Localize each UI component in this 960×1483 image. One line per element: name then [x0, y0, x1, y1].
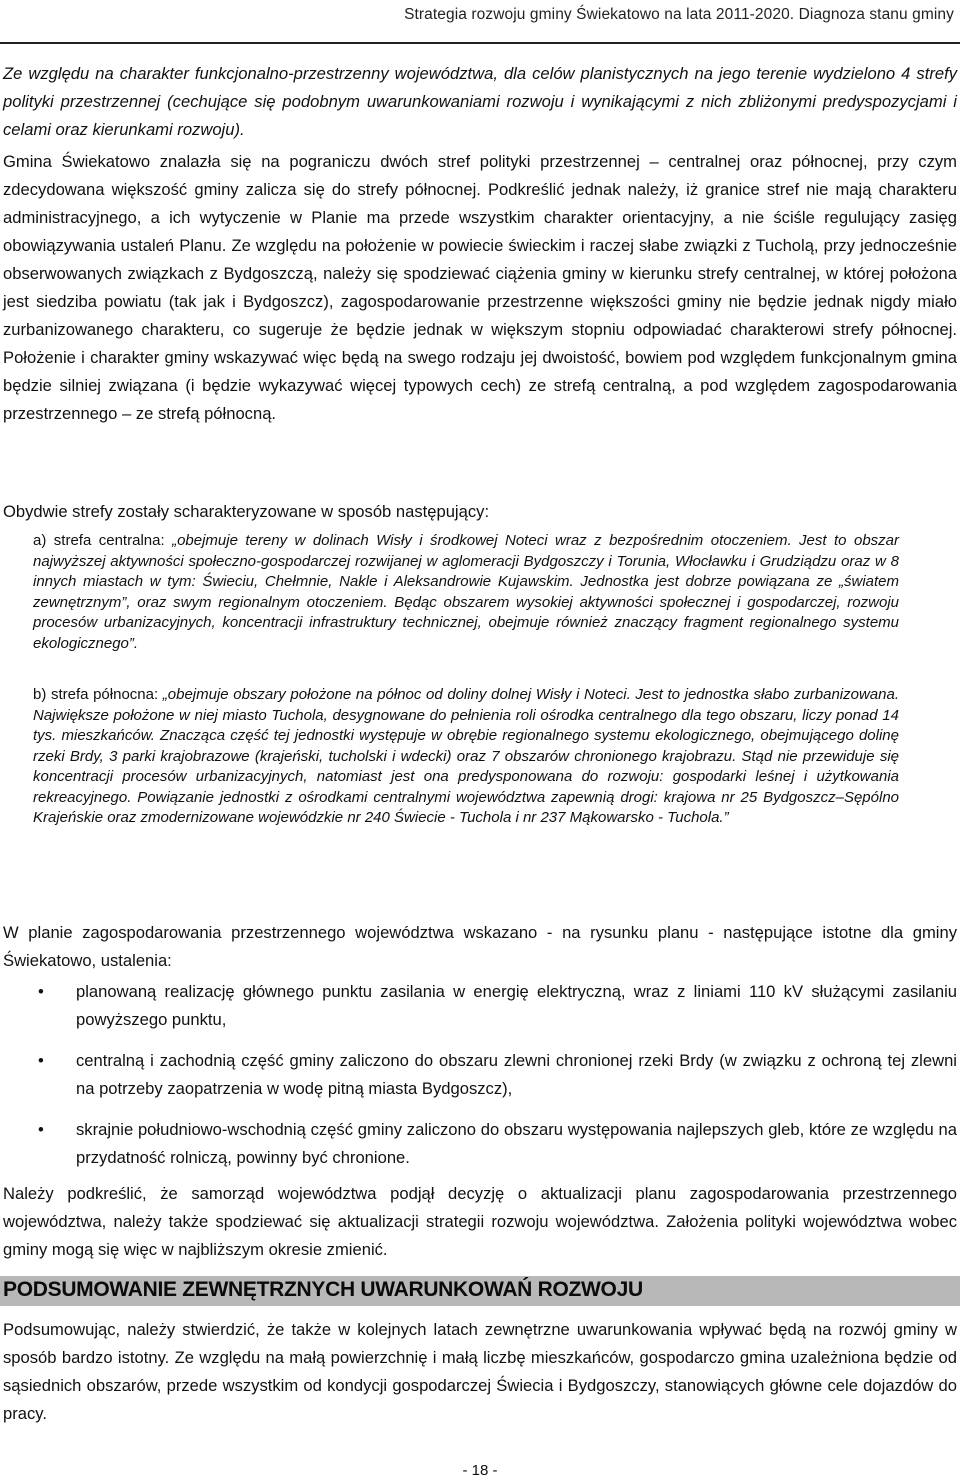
plan-findings-list: [0, 978, 957, 1185]
section-heading-bar: [0, 1276, 960, 1306]
list-item-text: skrajnie południowo-wschodnią część gminy zaliczono do obszaru występowania najlepszych gleb, które ze względu na przydatność rolniczą, powinny być chronione.: [76, 1120, 957, 1167]
quote-central-label: a) strefa centralna:: [33, 532, 173, 549]
quote-northern-text: „obejmuje obszary położone na północ od doliny dolnej Wisły i Noteci. Jest to jednostka słabo zurbanizowana. Największe położone w niej miasto Tuchola, desygnowane do pełnienia roli ośrodka centralnego dla tego obszaru, liczy ponad 14 tys. mieszkańców. Znacząca część tej jednostki występuje w obrębie regionalnego systemu ekologicznego, obejmującego dolinę rzeki Brdy, 3 parki krajobrazowe (krajeński, tucholski i wdecki) oraz 7 obszarów chronionego krajobrazu. Stąd nie przewiduje się koncentracji procesów urbanizacyjnych, natomiast jest ona predysponowana do rozwoju: gospodarki leśnej i użytkowania rekreacyjnego. Powiązanie jednostki z ośrodkami centralnymi województwa zapewnią drogi: krajowa nr 25 Bydgoszcz–Sępólno Krajeńskie oraz zmodernizowane wojewódzkie nr 240 Świecie - Tuchola i nr 237 Mąkowarsko - Tuchola.”: [33, 686, 899, 826]
list-item-text: centralną i zachodnią część gminy zaliczono do obszaru zlewni chronionej rzeki Brdy (w związku z ochroną tej zlewni na potrzeby zaopatrzenia w wodę pitną miasta Bydgoszcz),: [76, 1051, 957, 1098]
plan-intro-paragraph: W planie zagospodarowania przestrzennego województwa wskazano - na rysunku planu - następujące istotne dla gminy Świekatowo, ustalenia:: [3, 923, 957, 970]
list-item: [0, 1116, 957, 1172]
main-paragraph: Gmina Świekatowo znalazła się na pograniczu dwóch stref polityki przestrzennej – centralnej oraz północnej, przy czym zdecydowana większość gminy zalicza się do strefy północnej. Podkreślić jednak należy, iż granice stref nie mają charakteru administracyjnego, a ich wytyczenie w Planie ma przede wszystkim charakter orientacyjny, a nie ściśle regulujący zasięg obowiązywania ustaleń Planu. Ze względu na położenie w powiecie świeckim i raczej słabe związki z Tucholą, przy jednocześnie obserwowanych związkach z Bydgoszczą, należy się spodziewać ciążenia gminy w kierunku strefy centralnej, w której położona jest siedziba powiatu (tak jak i Bydgoszcz), zagospodarowanie przestrzenne większości gminy nie będzie jednak nigdy miało zurbanizowanego charakteru, co sugeruje że będzie jednak w większym stopniu odpowiadać charakterowi strefy północnej. Położenie i charakter gminy wskazywać więc będą na swego rodzaju jej dwoistość, bowiem pod względem funkcjonalnym gmina będzie silniej związana (i będzie wykazywać więcej typowych cech) ze strefą centralną, a pod względem zagospodarowania przestrzennego – ze strefą północną.: [3, 152, 957, 423]
update-note-paragraph: Należy podkreślić, że samorząd województwa podjął decyzję o aktualizacji planu zagospodarowania przestrzennego województwa, należy także spodziewać się aktualizacji strategii rozwoju województwa. Założenia polityki województwa wobec gminy mogą się więc w najbliższym okresie zmienić.: [3, 1184, 957, 1259]
quote-northern-zone: [33, 685, 899, 829]
bullet-icon: •: [38, 1120, 44, 1139]
running-header: Strategia rozwoju gminy Świekatowo na lata 2011-2020. Diagnoza stanu gminy: [404, 6, 954, 23]
bullet-icon: •: [38, 982, 44, 1001]
intro-paragraph: Ze względu na charakter funkcjonalno-przestrzenny województwa, dla celów planistycznych na jego terenie wydzielono 4 strefy polityki przestrzennej (cechujące się podobnym uwarunkowaniami rozwoju i wynikającymi z nich zbliżonymi predyspozycjami i celami oraz kierunkami rozwoju).: [3, 64, 957, 139]
zones-intro-line: Obydwie strefy zostały scharakteryzowane w sposób następujący:: [3, 502, 490, 521]
quote-central-zone: [33, 531, 899, 654]
page-number: - 18 -: [462, 1462, 498, 1479]
header-divider: [0, 42, 960, 44]
list-item: [0, 978, 957, 1034]
list-item-text: planowaną realizację głównego punktu zasilania w energię elektryczną, wraz z liniami 110 kV służącymi zasilaniu powyższego punktu,: [76, 982, 957, 1029]
list-item: [0, 1047, 957, 1103]
section-heading: PODSUMOWANIE ZEWNĘTRZNYCH UWARUNKOWAŃ ROZWOJU: [3, 1278, 643, 1301]
quote-central-text: „obejmuje tereny w dolinach Wisły i środkowej Noteci wraz z bezpośrednim otoczeniem. Jest to obszar najwyższej aktywności społeczno-gospodarczej rozwijanej w aglomeracji Bydgoszczy i Torunia, Włocławku i Grudziądzu oraz w 8 innych miastach w tym: Świeciu, Chełmnie, Nakle i Aleksandrowie Kujawskim. Jednostka jest dobrze powiązana ze „światem zewnętrznym”, oraz swym regionalnym otoczeniem. Będąc obszarem wysokiej aktywności społecznej i gospodarczej, rozwoju procesów urbanizacyjnych, koncentracji infrastruktury technicznej, obejmuje również znaczący fragment regionalnego systemu ekologicznego”.: [33, 532, 899, 652]
quote-northern-label: b) strefa północna:: [33, 686, 163, 703]
summary-paragraph: Podsumowując, należy stwierdzić, że także w kolejnych latach zewnętrzne uwarunkowania wpływać będą na rozwój gminy w sposób bardzo istotny. Ze względu na małą powierzchnię i małą liczbę mieszkańców, gospodarczo gmina uzależniona będzie od sąsiednich obszarów, przede wszystkim od kondycji gospodarczej Świecia i Bydgoszczy, stanowiących główne cele dojazdów do pracy.: [3, 1320, 957, 1423]
bullet-icon: •: [38, 1051, 44, 1070]
